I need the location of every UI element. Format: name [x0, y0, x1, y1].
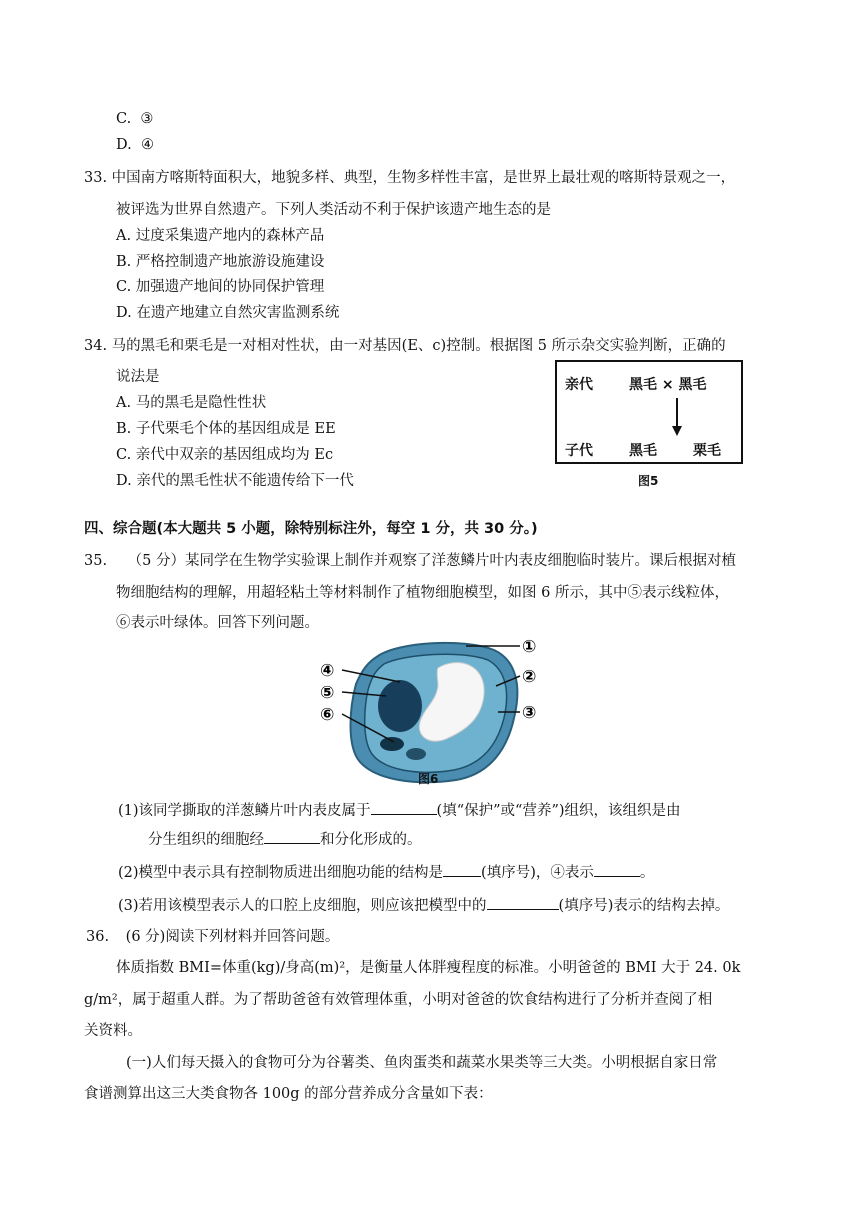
q33-stem — [84, 168, 735, 188]
sub-text: 和分化形成的。 — [320, 832, 422, 848]
label-3: ③ — [522, 703, 537, 723]
q36-para1-line3: 关资料。 — [84, 1023, 142, 1039]
q36-para1-line1: 体质指数 BMI=体重(kg)/身高(m)²，是衡量人体胖瘦程度的标准。小明爸爸的 BMI 大于 24. 0k — [116, 960, 741, 976]
q36-stem — [86, 927, 339, 947]
sub-text: (1)该同学撕取的洋葱鳞片叶内表皮属于 — [118, 803, 371, 819]
q34-option-c: C. 亲代中双亲的基因组成均为 Ec — [116, 447, 334, 463]
label-6: ⑥ — [320, 705, 335, 725]
answer-blank[interactable] — [264, 829, 320, 844]
offspring-black: 黑毛 — [629, 443, 657, 459]
question-text: 马的黑毛和栗毛是一对相对性状，由一对基因(E、c)控制。根据图 5 所示杂交实验判断，正确的 — [111, 338, 726, 354]
sub-text: (填序号)，④表示 — [481, 865, 594, 881]
q34-option-a: A. 马的黑毛是隐性性状 — [116, 395, 267, 411]
mitochondrion — [380, 737, 404, 751]
q34-stem-cont: 说法是 — [116, 369, 160, 385]
label-1: ① — [522, 637, 537, 657]
q35-sub1-cont — [148, 829, 422, 850]
question-number: 36. — [86, 929, 110, 945]
q33-option-c: C. 加强遗产地间的协同保护管理 — [116, 279, 325, 295]
q33-option-d: D. 在遗产地建立自然灾害监测系统 — [116, 305, 340, 321]
q36-para2-line1: (一)人们每天摄入的食物可分为谷薯类、鱼肉蛋类和蔬菜水果类等三大类。小明根据自家日常 — [126, 1055, 718, 1071]
figure-5-cross-diagram — [555, 360, 743, 464]
answer-blank[interactable] — [443, 862, 481, 877]
parent-label: 亲代 — [565, 377, 593, 393]
question-text: 中国南方喀斯特面积大，地貌多样、典型，生物多样性丰富，是世界上最壮观的喀斯特景观之一， — [111, 170, 736, 186]
answer-blank[interactable] — [594, 862, 640, 877]
chloroplast — [406, 748, 426, 760]
answer-blank[interactable] — [371, 800, 437, 815]
option-d-prev — [116, 135, 154, 155]
option-text: ③ — [140, 111, 154, 127]
q36-para2-line2: 食谱测算出这三大类食物各 100g 的部分营养成分含量如下表： — [84, 1086, 493, 1102]
option-text: ④ — [140, 137, 154, 153]
question-number: 34. — [84, 338, 108, 354]
q36-para1-line2: g/m²，属于超重人群。为了帮助爸爸有效管理体重，小明对爸爸的饮食结构进行了分析并查阅了相 — [84, 992, 713, 1008]
sub-text: (填“保护”或“营养”)组织，该组织是由 — [436, 803, 681, 819]
sub-text: (填序号)表示的结构去掉。 — [558, 898, 730, 914]
sub-text: 分生组织的细胞经 — [148, 832, 264, 848]
q34-option-b: B. 子代栗毛个体的基因组成是 EE — [116, 421, 336, 437]
q35-sub1 — [118, 800, 681, 821]
option-c-prev — [116, 109, 153, 129]
question-number: 33. — [84, 170, 108, 186]
q33-option-b: B. 严格控制遗产地旅游设施建设 — [116, 254, 325, 270]
offspring-label: 子代 — [565, 443, 593, 459]
question-text: （5 分）某同学在生物学实验课上制作并观察了洋葱鳞片叶内表皮细胞临时装片。课后根据对植 — [127, 553, 737, 569]
sub-text: (3)若用该模型表示人的口腔上皮细胞，则应该把模型中的 — [118, 898, 487, 914]
q33-stem-cont: 被评选为世界自然遗产。下列人类活动不利于保护该遗产地生态的是 — [116, 202, 551, 218]
question-text: (6 分)阅读下列材料并回答问题。 — [125, 929, 340, 945]
section-title: 四、综合题(本大题共 5 小题，除特别标注外，每空 1 分，共 30 分。) — [84, 521, 538, 537]
label-5: ⑤ — [320, 683, 335, 703]
q35-sub3 — [118, 895, 729, 916]
option-label: D. — [116, 137, 132, 153]
option-label: C. — [116, 111, 132, 127]
q35-stem-cont-1: 物细胞结构的理解，用超轻粘土等材料制作了植物细胞模型，如图 6 所示，其中⑤表示线粒体， — [116, 585, 729, 601]
sub-text: 。 — [639, 865, 655, 881]
down-arrow-icon — [669, 398, 685, 438]
answer-blank[interactable] — [487, 895, 559, 910]
q35-stem-cont-2: ⑥表示叶绿体。回答下列问题。 — [116, 615, 319, 631]
label-4: ④ — [320, 661, 335, 681]
figure-6-caption: 图6 — [418, 772, 439, 786]
figure-5-caption: 图5 — [638, 474, 659, 488]
question-number: 35. — [84, 553, 108, 569]
nucleus — [378, 680, 422, 732]
q33-option-a: A. 过度采集遗产地内的森林产品 — [116, 228, 325, 244]
sub-text: (2)模型中表示具有控制物质进出细胞功能的结构是 — [118, 865, 444, 881]
label-2: ② — [522, 667, 537, 687]
q35-stem — [84, 551, 736, 571]
offspring-chestnut: 栗毛 — [693, 443, 721, 459]
q34-option-d: D. 亲代的黑毛性状不能遗传给下一代 — [116, 473, 354, 489]
q35-sub2 — [118, 862, 654, 883]
parent-cross: 黑毛 × 黑毛 — [629, 377, 707, 393]
q34-stem — [84, 336, 726, 356]
